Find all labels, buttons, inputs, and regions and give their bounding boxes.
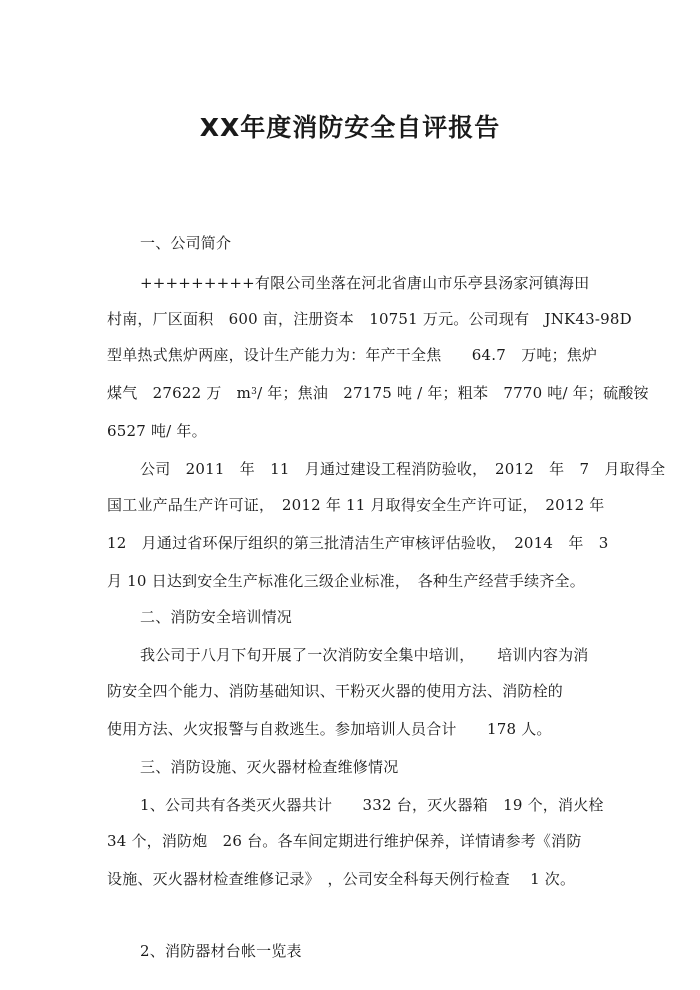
section-3-heading: 三、消防设施、灭火器材检查维修情况 bbox=[140, 758, 399, 776]
paragraph-line: 设施、灭火器材检查维修记录》 ，公司安全科每天例行检查 1 次。 bbox=[107, 870, 576, 888]
paragraph-line: 使用方法、火灾报警与自救逃生。参加培训人员合计 178 人。 bbox=[107, 720, 552, 738]
section-1-heading: 一、公司简介 bbox=[140, 234, 232, 252]
paragraph-line: 1、公司共有各类灭火器共计 332 台，灭火器箱 19 个，消火栓 bbox=[140, 796, 604, 814]
text-segment: 煤气 27622 万 m bbox=[107, 384, 252, 402]
paragraph-line: 公司 2011 年 11 月通过建设工程消防验收， 2012 年 7 月取得全 bbox=[140, 460, 666, 478]
paragraph-line: 我公司于八月下旬开展了一次消防安全集中培训， 培训内容为消 bbox=[140, 646, 589, 664]
paragraph-line: 月 10 日达到安全生产标准化三级企业标准， 各种生产经营手续齐全。 bbox=[107, 572, 585, 590]
paragraph-line: 6527 吨/ 年。 bbox=[107, 422, 207, 440]
section-2-heading: 二、消防安全培训情况 bbox=[140, 608, 293, 626]
text-segment: / 年；焦油 27175 吨 / 年；粗苯 7770 吨/ 年；硫酸铵 bbox=[257, 384, 649, 402]
paragraph-line: 34 个，消防炮 26 台。各车间定期进行维护保养，详情请参考《消防 bbox=[107, 832, 582, 850]
paragraph-line: 防安全四个能力、消防基础知识、干粉灭火器的使用方法、消防栓的 bbox=[107, 682, 564, 700]
paragraph-line: 12 月通过省环保厅组织的第三批清洁生产审核评估验收， 2014 年 3 bbox=[107, 534, 609, 552]
section-3-item-2: 2、消防器材台帐一览表 bbox=[140, 942, 302, 960]
superscript-cubic: 3 bbox=[251, 387, 258, 397]
paragraph-line: 型单热式焦炉两座，设计生产能力为：年产干全焦 64.7 万吨；焦炉 bbox=[107, 346, 598, 364]
paragraph-line bbox=[107, 382, 649, 403]
paragraph-line: 国工业产品生产许可证， 2012 年 11 月取得安全生产许可证， 2012 年 bbox=[107, 496, 605, 514]
document-title: XX年度消防安全自评报告 bbox=[199, 113, 501, 142]
paragraph-line: 村南，厂区面积 600 亩，注册资本 10751 万元。公司现有 JNK43-98D bbox=[107, 310, 632, 328]
paragraph-line: +++++++++有限公司坐落在河北省唐山市乐亭县汤家河镇海田 bbox=[140, 274, 590, 292]
